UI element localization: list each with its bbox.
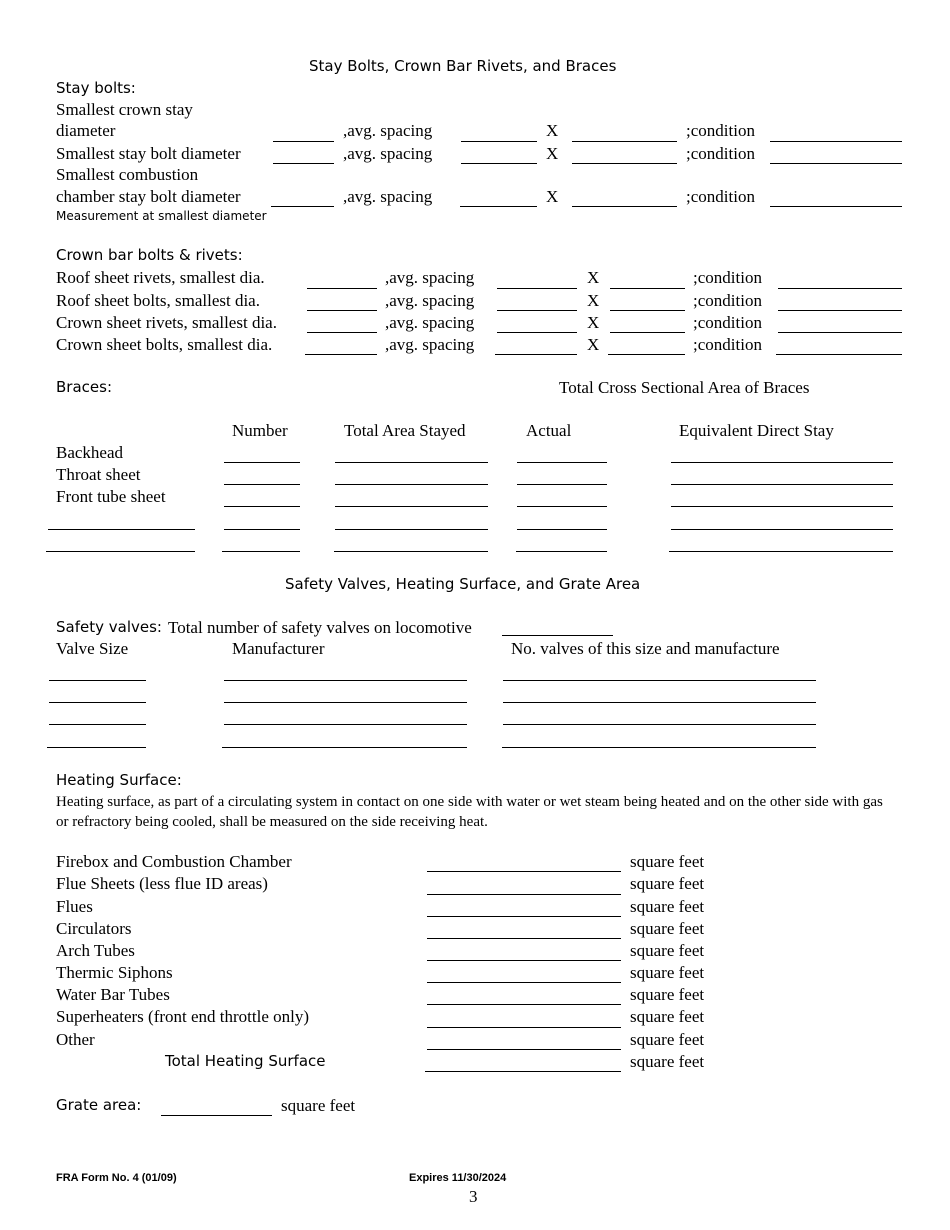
braces-col-total-area: Total Area Stayed [344,421,466,440]
avg-spacing-label: ,avg. spacing [343,144,433,163]
combustion-label-line1: Smallest combustion [56,165,199,184]
stay-bolts-heading: Stay bolts: [56,79,136,97]
braces-col-number: Number [232,421,288,440]
front-tube-actual-field[interactable] [517,506,607,507]
valve-count-field[interactable] [502,747,816,748]
section-title-stay: Stay Bolts, Crown Bar Rivets, and Braces [309,57,617,75]
crown-rivet-spacing-field-2[interactable] [610,332,685,333]
unit-label: square feet [630,1052,705,1071]
condition-label: ;condition [693,313,762,332]
heating-surface-description: Heating surface, as part of a circulating system in contact on one side with water or wet steam being heated and on the other side with gas or refractory being cooled, shall be measured on the side receiving heat. [56,794,883,830]
crown-bolt-condition-field[interactable] [776,354,902,355]
extra-brace-actual-field[interactable] [517,529,607,530]
heating-value-field[interactable] [427,1004,621,1005]
extra-brace-equivalent-field[interactable] [671,529,893,530]
condition-label: ;condition [693,291,762,310]
valve-size-field[interactable] [47,747,146,748]
section-title-safety: Safety Valves, Heating Surface, and Grate Area [285,575,641,593]
throat-number-field[interactable] [224,484,300,485]
avg-spacing-label: ,avg. spacing [385,313,475,332]
avg-spacing-label: ,avg. spacing [343,121,433,140]
total-heating-surface-field[interactable] [425,1071,621,1072]
backhead-total-area-field[interactable] [335,462,488,463]
avg-spacing-label: ,avg. spacing [385,268,475,287]
grate-area-field[interactable] [161,1115,272,1116]
heating-value-field[interactable] [427,1049,621,1050]
safety-total-prompt: Total number of safety valves on locomotive [168,618,472,637]
total-heating-surface-label: Total Heating Surface [165,1052,326,1070]
heating-row-label: Arch Tubes [56,941,135,960]
valve-size-field[interactable] [49,724,146,725]
combustion-spacing-field-1[interactable] [460,206,537,207]
safety-col-valve-size: Valve Size [56,639,129,658]
avg-spacing-label: ,avg. spacing [385,335,475,354]
unit-label: square feet [630,897,705,916]
unit-label: square feet [630,852,705,871]
roof-rivet-diameter-field[interactable] [307,288,377,289]
form-number: FRA Form No. 4 (01/09) [56,1172,177,1184]
crown-stay-condition-field[interactable] [770,141,902,142]
backhead-equivalent-field[interactable] [671,462,893,463]
heating-row-label: Superheaters (front end throttle only) [56,1007,310,1026]
unit-label: square feet [630,1007,705,1026]
safety-col-manufacturer: Manufacturer [232,639,325,658]
extra-brace-total-area-field[interactable] [335,529,488,530]
valve-count-field[interactable] [503,724,816,725]
front-tube-total-area-field[interactable] [335,506,488,507]
front-tube-number-field[interactable] [224,506,300,507]
grate-area-label: Grate area: [56,1096,142,1114]
x-symbol: X [587,268,600,287]
combustion-label-line2: chamber stay bolt diameter [56,187,241,206]
extra-brace-total-area-field[interactable] [334,551,488,552]
manufacturer-field[interactable] [224,680,467,681]
heating-row-label: Water Bar Tubes [56,985,170,1004]
x-symbol: X [546,144,559,163]
braces-total-cross-section: Total Cross Sectional Area of Braces [559,378,810,397]
avg-spacing-label: ,avg. spacing [385,291,475,310]
heating-row-label: Circulators [56,919,132,938]
extra-brace-equivalent-field[interactable] [669,551,893,552]
heating-value-field[interactable] [427,894,621,895]
extra-brace-number-field[interactable] [222,551,300,552]
braces-col-equivalent: Equivalent Direct Stay [679,421,834,440]
manufacturer-field[interactable] [224,724,467,725]
stay-bolt-label: Smallest stay bolt diameter [56,144,241,163]
crown-stay-spacing-field-1[interactable] [461,141,537,142]
crown-stay-spacing-field-2[interactable] [572,141,677,142]
heating-row-label: Firebox and Combustion Chamber [56,852,292,871]
condition-label: ;condition [693,335,762,354]
crown-rivet-condition-field[interactable] [778,332,902,333]
throat-actual-field[interactable] [517,484,607,485]
stay-bolt-condition-field[interactable] [770,163,902,164]
unit-label: square feet [630,963,705,982]
extra-brace-number-field[interactable] [224,529,300,530]
braces-row-label: Backhead [56,443,124,462]
unit-label: square feet [630,941,705,960]
crown-bolt-spacing-field-1[interactable] [495,354,577,355]
roof-rivet-spacing-field-1[interactable] [497,288,577,289]
heating-value-field[interactable] [427,1027,621,1028]
roof-bolt-spacing-field-2[interactable] [610,310,685,311]
unit-label: square feet [630,919,705,938]
unit-label: square feet [630,1030,705,1049]
heating-value-field[interactable] [427,982,621,983]
stay-bolt-spacing-field-1[interactable] [461,163,537,164]
heating-value-field[interactable] [427,960,621,961]
heating-value-field[interactable] [427,938,621,939]
throat-total-area-field[interactable] [335,484,488,485]
valve-size-field[interactable] [49,680,146,681]
x-symbol: X [587,313,600,332]
stay-bolt-diameter-field[interactable] [273,163,334,164]
condition-label: ;condition [686,187,755,206]
crown-bolt-spacing-field-2[interactable] [608,354,685,355]
crown-stay-label-line1: Smallest crown stay [56,100,193,119]
crown-rivet-diameter-field[interactable] [307,332,377,333]
braces-col-actual: Actual [526,421,572,440]
condition-label: ;condition [686,144,755,163]
roof-rivet-condition-field[interactable] [778,288,902,289]
manufacturer-field[interactable] [224,702,467,703]
condition-label: ;condition [686,121,755,140]
roof-bolt-condition-field[interactable] [778,310,902,311]
extra-brace-name-field[interactable] [46,551,195,552]
backhead-number-field[interactable] [224,462,300,463]
grate-area-unit: square feet [281,1096,356,1115]
braces-heading: Braces: [56,378,112,396]
x-symbol: X [546,121,559,140]
combustion-condition-field[interactable] [770,206,902,207]
combustion-diameter-field[interactable] [271,206,334,207]
manufacturer-field[interactable] [222,747,467,748]
heating-value-field[interactable] [427,871,621,872]
measurement-note: Measurement at smallest diameter [56,209,267,223]
extra-brace-name-field[interactable] [48,529,195,530]
crown-bar-row-label: Roof sheet rivets, smallest dia. [56,268,265,287]
heating-row-label: Other [56,1030,95,1049]
x-symbol: X [546,187,559,206]
expiration-date: Expires 11/30/2024 [409,1172,507,1184]
crown-stay-label-line2: diameter [56,121,116,140]
crown-bar-row-label: Roof sheet bolts, smallest dia. [56,291,260,310]
heating-value-field[interactable] [427,916,621,917]
avg-spacing-label: ,avg. spacing [343,187,433,206]
heating-surface-heading: Heating Surface: [56,771,182,789]
roof-bolt-spacing-field-1[interactable] [497,310,577,311]
crown-stay-diameter-field[interactable] [273,141,334,142]
safety-total-field[interactable] [502,635,613,636]
valve-count-field[interactable] [503,680,816,681]
crown-bolt-diameter-field[interactable] [305,354,377,355]
crown-bar-heading: Crown bar bolts & rivets: [56,246,243,264]
safety-valves-heading: Safety valves: [56,618,162,636]
throat-equivalent-field[interactable] [671,484,893,485]
heating-row-label: Thermic Siphons [56,963,173,982]
braces-row-label: Front tube sheet [56,487,166,506]
extra-brace-actual-field[interactable] [516,551,607,552]
heating-row-label: Flues [56,897,93,916]
unit-label: square feet [630,985,705,1004]
crown-bar-row-label: Crown sheet rivets, smallest dia. [56,313,277,332]
page-number: 3 [469,1187,478,1206]
backhead-actual-field[interactable] [517,462,607,463]
x-symbol: X [587,335,600,354]
stay-bolt-spacing-field-2[interactable] [572,163,677,164]
valve-size-field[interactable] [49,702,146,703]
valve-count-field[interactable] [503,702,816,703]
roof-bolt-diameter-field[interactable] [307,310,377,311]
x-symbol: X [587,291,600,310]
heating-row-label: Flue Sheets (less flue ID areas) [56,874,268,893]
crown-bar-row-label: Crown sheet bolts, smallest dia. [56,335,273,354]
combustion-spacing-field-2[interactable] [572,206,677,207]
roof-rivet-spacing-field-2[interactable] [610,288,685,289]
safety-col-count: No. valves of this size and manufacture [511,639,780,658]
unit-label: square feet [630,874,705,893]
braces-row-label: Throat sheet [56,465,141,484]
crown-rivet-spacing-field-1[interactable] [497,332,577,333]
front-tube-equivalent-field[interactable] [671,506,893,507]
condition-label: ;condition [693,268,762,287]
